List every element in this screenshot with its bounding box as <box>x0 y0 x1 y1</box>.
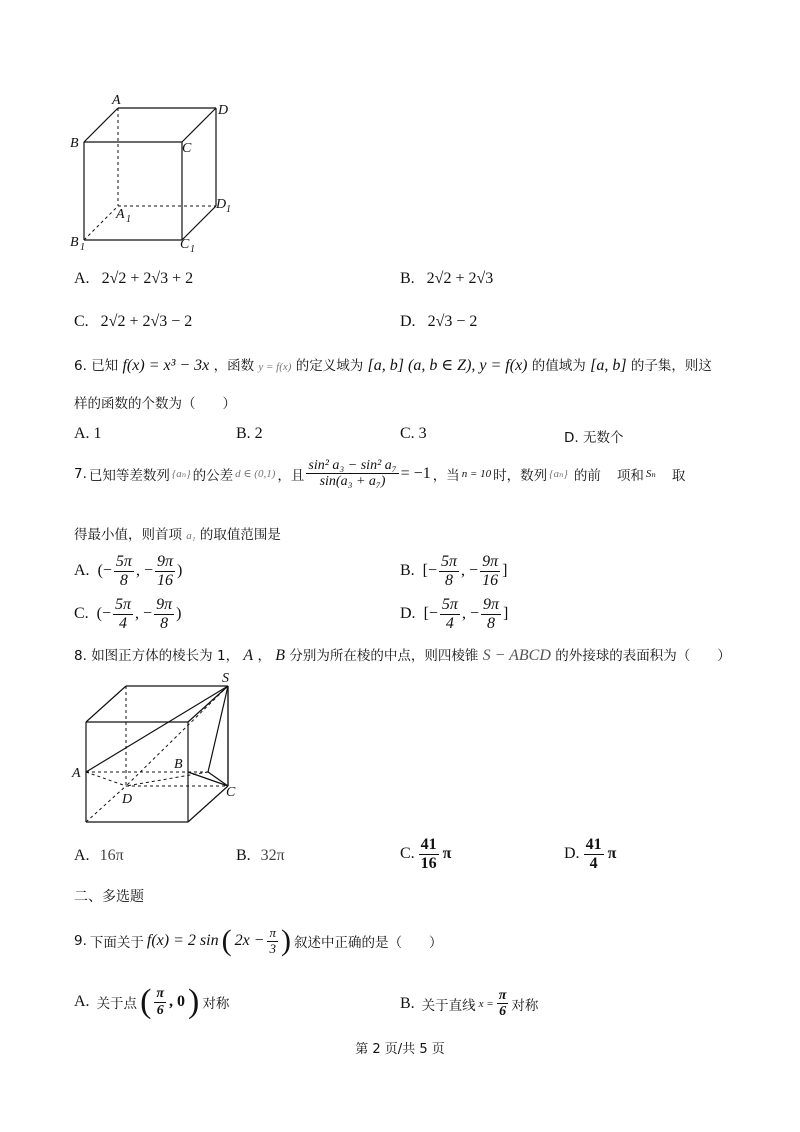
q6-text-3: 的定义域为 <box>295 358 364 374</box>
q7-line2-a: 得最小值，则首项 <box>74 527 182 543</box>
cube1-label-C1-sub: 1 <box>190 244 195 255</box>
q7-seq: {aₙ} <box>171 468 191 481</box>
q7-d-num2: 9π <box>482 596 499 613</box>
q7-a-frac2 <box>155 553 175 589</box>
page-footer: 第 2 页/共 5 页 <box>355 1042 445 1057</box>
q5-option-c <box>74 313 192 331</box>
q9-arg-frac <box>267 926 278 956</box>
q9-paren-close: ) <box>280 924 291 957</box>
q5-option-d-text: 2√3 − 2 <box>427 313 478 330</box>
q7-text-3: ，且 <box>277 467 305 484</box>
q5-option-a-text: 2√2 + 2√3 + 2 <box>101 270 194 287</box>
q8-option-a <box>74 847 124 865</box>
q7-frac-den: sin(a₃ + a₇) <box>319 474 386 490</box>
q7-seq-2: {aₙ} <box>549 468 568 481</box>
q7-d-den2: 8 <box>486 614 495 632</box>
q7-d-den1: 4 <box>445 614 454 632</box>
q6-stem-line2: 样的函数的个数为（ ） <box>74 396 236 412</box>
cube1-label-D1: D <box>216 197 227 212</box>
q6-option-c: C. 3 <box>400 425 427 442</box>
q7-c-close: ) <box>176 605 182 623</box>
q8-text-3: 分别为所在棱的中点，则四棱锥 <box>289 648 479 664</box>
q5-option-d-label: D. <box>400 313 416 330</box>
q7-d-frac1 <box>440 596 460 632</box>
q7-c-num2: 9π <box>156 596 173 613</box>
q6-y-fx: y = f(x) <box>258 361 292 373</box>
q7-b-sep: , − <box>461 562 479 580</box>
q7-d-frac2 <box>481 596 501 632</box>
q7-b-den1: 8 <box>445 571 454 589</box>
q7-text-2: 的公差 <box>192 467 234 484</box>
q9-arg: 2x − <box>234 932 265 949</box>
q9-option-b-frac <box>497 988 509 1020</box>
q7-a-num2: 9π <box>156 553 173 570</box>
q9-a-den: 6 <box>156 1002 164 1018</box>
q9-b-num: π <box>498 988 507 1003</box>
q9-arg-den: 3 <box>269 940 276 956</box>
q8-c-den: 16 <box>420 854 437 872</box>
q8-text-4: 的外接球的表面积为（ ） <box>555 648 731 664</box>
cube1-label-A: A <box>112 93 121 108</box>
q7-a-frac1 <box>114 553 134 589</box>
q9-option-a-label: A. <box>74 993 90 1010</box>
q9-number: 9. <box>74 933 87 949</box>
q9-b-den: 6 <box>499 1004 507 1020</box>
q8-option-d-pi: π <box>607 845 617 863</box>
q5-option-c-text: 2√2 + 2√3 − 2 <box>100 313 193 330</box>
q8-pyramid: S − ABCD <box>482 647 551 664</box>
q7-a-num1: 5π <box>115 553 132 570</box>
q8-option-b-text: 32π <box>260 847 285 864</box>
q9-option-a-frac <box>154 986 166 1018</box>
q7-b-close: ] <box>502 562 508 580</box>
cube1-label-B1-sub: 1 <box>80 242 85 253</box>
q7-c-frac2 <box>154 596 174 632</box>
q7-b-frac2 <box>480 553 500 589</box>
q9-option-b-text-1: 关于直线 <box>421 997 476 1014</box>
q7-c-sep: , − <box>135 605 153 623</box>
q7-d-open: [− <box>423 605 438 623</box>
q8-number: 8. <box>74 648 87 664</box>
q5-option-a <box>74 270 193 288</box>
cube1-label-B: B <box>70 136 79 151</box>
q8-text-1: 如图正方体的棱长为 1， <box>91 648 240 664</box>
q7-fraction <box>306 458 398 490</box>
q7-d-range: d ∈ (0,1) <box>235 468 276 481</box>
q8-option-c-frac <box>419 836 439 872</box>
q7-c-den2: 8 <box>160 614 169 632</box>
q5-option-b <box>400 270 493 288</box>
q7-text-6: 的前 <box>573 467 601 484</box>
q7-option-a <box>74 553 182 589</box>
q7-text-8: 取 <box>671 467 686 484</box>
cube2-label-B: B <box>174 757 183 772</box>
q9-a-num: π <box>156 986 165 1002</box>
q7-c-open: (− <box>96 605 112 623</box>
q7-b-open: [− <box>422 562 438 580</box>
q9-text-2: 叙述中正确的是（ ） <box>293 935 443 951</box>
q7-c-frac1 <box>113 596 133 632</box>
cube-figure-1 <box>66 90 246 260</box>
q7-c-num1: 5π <box>115 596 132 613</box>
q6-func-def: f(x) = x³ − 3x <box>122 357 210 374</box>
cube1-label-D: D <box>218 103 229 118</box>
q7-b-den2: 16 <box>482 571 499 589</box>
q7-stem-line2 <box>74 523 281 543</box>
cube2-label-C: C <box>226 785 236 800</box>
q7-c-den1: 4 <box>119 614 128 632</box>
q7-text-1: 已知等差数列 <box>88 467 170 484</box>
cube2-label-D: D <box>122 792 133 807</box>
q7-option-b-label: B. <box>400 562 415 580</box>
q8-c-num: 41 <box>420 836 437 853</box>
q7-option-d-label: D. <box>400 605 416 623</box>
q7-option-d <box>400 596 508 632</box>
q7-eq: = −1 <box>400 464 431 482</box>
q7-d-num1: 5π <box>441 596 458 613</box>
q7-text-5: 时，数列 <box>493 467 548 484</box>
cube1-label-B1: B <box>70 235 79 250</box>
q6-domain: [a, b] (a, b ∈ Z), y = f(x) <box>367 357 528 374</box>
q7-option-a-label: A. <box>74 562 90 580</box>
q7-text-7: 项和 <box>616 467 644 484</box>
q6-text-1: 已知 <box>91 358 119 374</box>
q8-stem <box>74 644 731 665</box>
q8-text-2: ， <box>257 648 271 664</box>
q5-option-b-label: B. <box>400 270 415 287</box>
q8-d-den: 4 <box>589 854 598 872</box>
q7-a-den2: 16 <box>156 571 173 589</box>
cube1-label-C1: C <box>180 237 190 252</box>
q7-stem-line1 <box>74 458 685 490</box>
q8-d-num: 41 <box>585 836 602 853</box>
q7-b-num1: 5π <box>441 553 458 570</box>
cube-figure-2 <box>70 672 250 832</box>
q8-option-a-label: A. <box>74 847 90 864</box>
q6-text-4: 的值域为 <box>531 358 586 374</box>
cube2-label-A: A <box>72 766 81 781</box>
q7-d-close: ] <box>502 605 509 623</box>
q7-a-den1: 8 <box>119 571 128 589</box>
q7-frac-num: sin² a₃ − sin² a₇ <box>308 458 397 473</box>
q9-paren-open: ( <box>221 924 232 957</box>
cube1-label-D1-sub: 1 <box>226 204 231 215</box>
q9-arg-num: π <box>269 925 276 941</box>
q9-a-paren-open: ( <box>140 983 152 1020</box>
q7-a1: a₁ <box>186 530 196 542</box>
q9-stem <box>74 926 442 956</box>
q7-option-c <box>74 596 181 632</box>
q7-a-open: (− <box>97 562 112 580</box>
q8-option-c-pi: π <box>442 845 452 863</box>
q8-option-b <box>236 847 285 865</box>
q6-text-2: ，函数 <box>213 358 255 374</box>
q6-option-d: D. 无数个 <box>564 430 624 446</box>
q7-line2-c: 的取值范围是 <box>199 527 281 543</box>
q7-number: 7. <box>74 465 87 482</box>
q7-a-close: ) <box>176 562 183 580</box>
q5-option-d <box>400 313 477 331</box>
q9-option-a-text-3: 对称 <box>202 996 230 1012</box>
q8-option-c <box>400 836 451 872</box>
q5-option-c-label: C. <box>74 313 89 330</box>
q9-a-paren-close: ) <box>188 983 200 1020</box>
q9-option-b-text-3: 对称 <box>511 997 539 1014</box>
q9-option-a <box>74 985 229 1019</box>
q9-option-b-text-2: x = <box>478 997 494 1010</box>
cube1-label-A1-sub: 1 <box>126 214 131 225</box>
section-heading-multi-choice: 二、多选题 <box>74 889 144 905</box>
q7-option-c-label: C. <box>74 605 89 623</box>
q8-option-d-frac <box>584 836 604 872</box>
q9-text-1: 下面关于 <box>89 935 144 951</box>
q8-option-c-label: C. <box>400 845 415 863</box>
q6-stem-line1 <box>74 354 712 375</box>
q7-sn: Sₙ <box>645 468 656 481</box>
q6-option-b: B. 2 <box>236 425 263 442</box>
q6-option-a: A. 1 <box>74 425 102 442</box>
q6-range: [a, b] <box>590 357 627 374</box>
cube1-label-C: C <box>182 141 192 156</box>
q9-option-a-text-1: 关于点 <box>96 996 138 1012</box>
q7-b-frac1 <box>439 553 459 589</box>
q6-text-5: 的子集，则这 <box>630 358 712 374</box>
q9-option-b-label: B. <box>400 994 415 1012</box>
cube2-label-S: S <box>222 672 229 686</box>
q9-option-a-text-2: , 0 <box>169 993 186 1010</box>
q8-option-a-text: 16π <box>99 847 124 864</box>
q5-option-b-text: 2√2 + 2√3 <box>426 270 494 287</box>
q8-A: A <box>243 647 254 664</box>
q7-b-num2: 9π <box>482 553 499 570</box>
q7-text-4: ，当 <box>432 467 460 484</box>
cube1-label-A1: A <box>116 207 125 222</box>
q9-func: f(x) = 2 sin <box>146 932 219 949</box>
q8-option-d-label: D. <box>564 845 580 863</box>
q7-a-sep: , − <box>135 562 153 580</box>
q8-option-d <box>564 836 616 872</box>
q9-option-b <box>400 988 538 1020</box>
q6-number: 6. <box>74 358 87 374</box>
q8-B: B <box>275 647 286 664</box>
q7-option-b <box>400 553 507 589</box>
q8-option-b-label: B. <box>236 847 251 864</box>
q7-d-sep: , − <box>461 605 479 623</box>
q5-option-a-label: A. <box>74 270 90 287</box>
q7-n10: n = 10 <box>461 467 492 480</box>
